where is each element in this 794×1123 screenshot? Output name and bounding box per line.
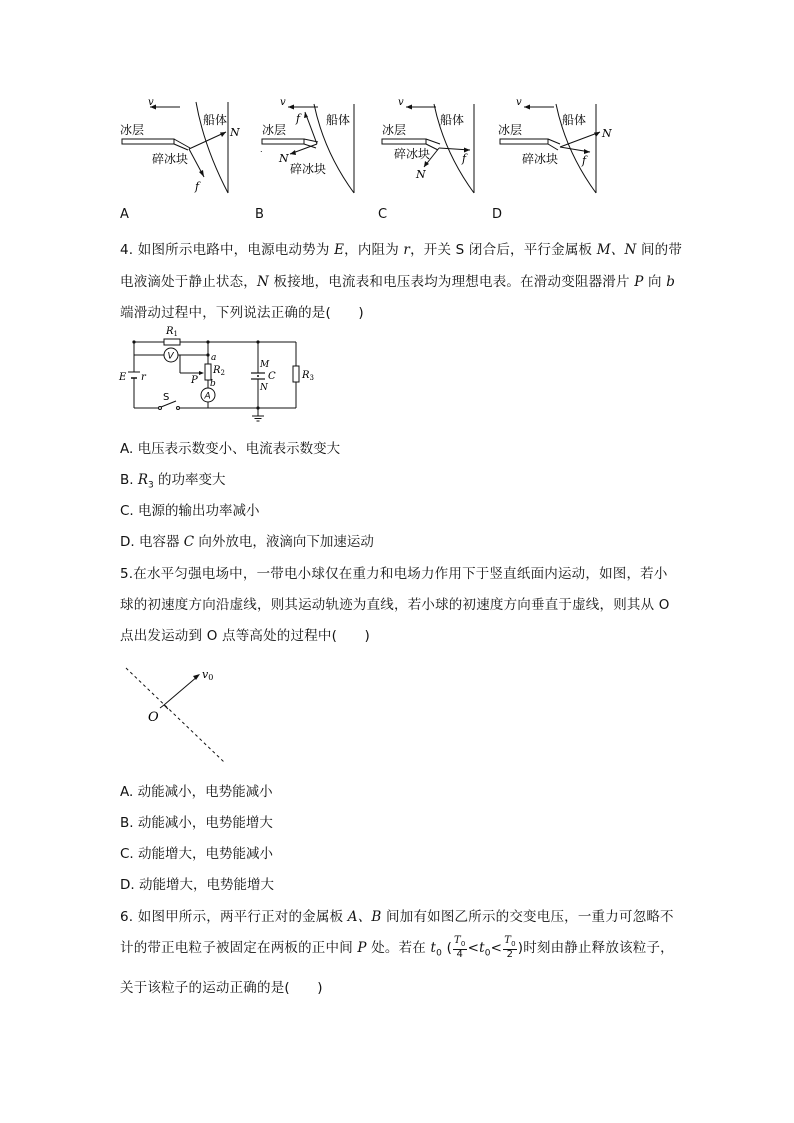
q5-option-b[interactable]: B. 动能减小，电势能增大 [120,815,273,831]
normal-force-label: N [602,127,612,140]
q4-line-1: 4. 如图所示电路中，电源电动势为 E，内阻为 r，开关 S 闭合后，平行金属板 M、N 间的带 [120,242,683,258]
q4-option-c[interactable]: C. 电源的输出功率减小 [120,503,260,519]
q5-option-c[interactable]: C. 动能增大，电势能减小 [120,846,274,862]
friction-force-label: f [296,112,301,125]
ice-layer-label: 冰层 [120,123,145,137]
capacitor-label: C [268,371,276,382]
plate-m-label: M [260,360,270,370]
v0-label: v0 [202,668,214,682]
q6-line-1: 6. 如图甲所示，两平行正对的金属板 A、B 间加有如图乙所示的交变电压，一重力可忽略不 [120,909,674,925]
emf-label: E [119,372,127,383]
friction-force-label: f [195,180,200,193]
q5-option-d[interactable]: D. 动能增大，电势能增大 [120,877,274,893]
r3-label: $R_3$ [302,370,314,382]
hull-label: 船体 [440,113,465,127]
normal-force-label: N [279,152,289,165]
velocity-label: v [148,97,154,108]
normal-force-label: N [230,126,240,139]
ice-layer-label: 冰层 [382,123,407,137]
q5-line-1: 5.在水平匀强电场中，一带电小球仅在重力和电场力作用下于竖直纸面内运动，如图，若小 [120,566,668,582]
node-b-label: b [210,379,216,389]
slider-p-label: P [191,375,198,386]
voltmeter-symbol: V [167,351,174,362]
ice-chip-label: 碎冰块 [290,162,327,176]
option-a-label: A [120,207,129,222]
hull-label: 船体 [562,113,587,127]
velocity-label: v [516,97,522,108]
point-o-label: O [148,710,159,725]
friction-force-label: f [582,154,587,167]
hull-label: 船体 [326,113,351,127]
fraction-t0-over-2: $\frac{T_0}{2}$ [504,935,516,960]
ice-layer-label: 冰层 [498,123,523,137]
velocity-label: v [398,97,404,108]
option-c-label: C [378,207,388,222]
figure-option-b [258,92,390,196]
figure-option-c [378,92,510,196]
svg-text:.: . [260,145,263,154]
figure-option-d [496,92,628,196]
r1-label: $R_1$ [166,326,178,338]
ammeter-symbol: A [204,391,211,402]
normal-force-label: N [416,168,426,181]
ice-chip-label: 碎冰块 [152,152,189,166]
q4-option-d[interactable]: D. 电容器 C 向外放电，液滴向下加速运动 [120,534,374,550]
ice-layer-label: 冰层 [262,123,287,137]
figure-option-a [118,92,250,196]
r2-label: $R_2$ [213,365,225,377]
option-d-label: D [492,207,503,222]
q6-line-3: 关于该粒子的运动正确的是( ) [120,980,323,996]
internal-resistance-label: r [141,372,146,383]
hull-label: 船体 [203,113,228,127]
q6-line-2: 计的带正电粒子被固定在两板的正中间 P 处。若在 $t_0$ ( $\frac{T_0}{4}$ $<t_0<$ $\frac{T_0}{2}$ )时刻由静止释放该粒子， [120,935,674,960]
q5-option-a[interactable]: A. 动能减小，电势能减小 [120,784,273,800]
velocity-label: v [280,97,286,108]
node-a-label: a [211,353,217,363]
ice-chip-label: 碎冰块 [522,152,559,166]
q5-figure [118,658,238,768]
friction-force-label: f [462,152,467,165]
q4-line-3: 端滑动过程中，下列说法正确的是( ) [120,305,364,321]
option-b-label: B [255,207,264,222]
q4-option-b[interactable]: B. $R_3$ 的功率变大 [120,472,226,491]
q5-line-3: 点出发运动到 O 点等高处的过程中( ) [120,628,370,644]
ice-chip-label: 碎冰块 [394,147,431,161]
plate-n-label: N [260,383,268,393]
q5-line-2: 球的初速度方向沿虚线，则其运动轨迹为直线，若小球的初速度方向垂直于虚线，则其从 O [120,597,670,613]
q4-line-2: 电液滴处于静止状态，N 板接地，电流表和电压表均为理想电表。在滑动变阻器滑片 P 向 b [120,274,676,290]
q4-circuit-diagram [116,320,326,422]
fraction-t0-over-4: $\frac{T_0}{4}$ [454,935,466,960]
q4-option-a[interactable]: A. 电压表示数变小、电流表示数变大 [120,441,341,457]
switch-label: S [163,392,170,403]
